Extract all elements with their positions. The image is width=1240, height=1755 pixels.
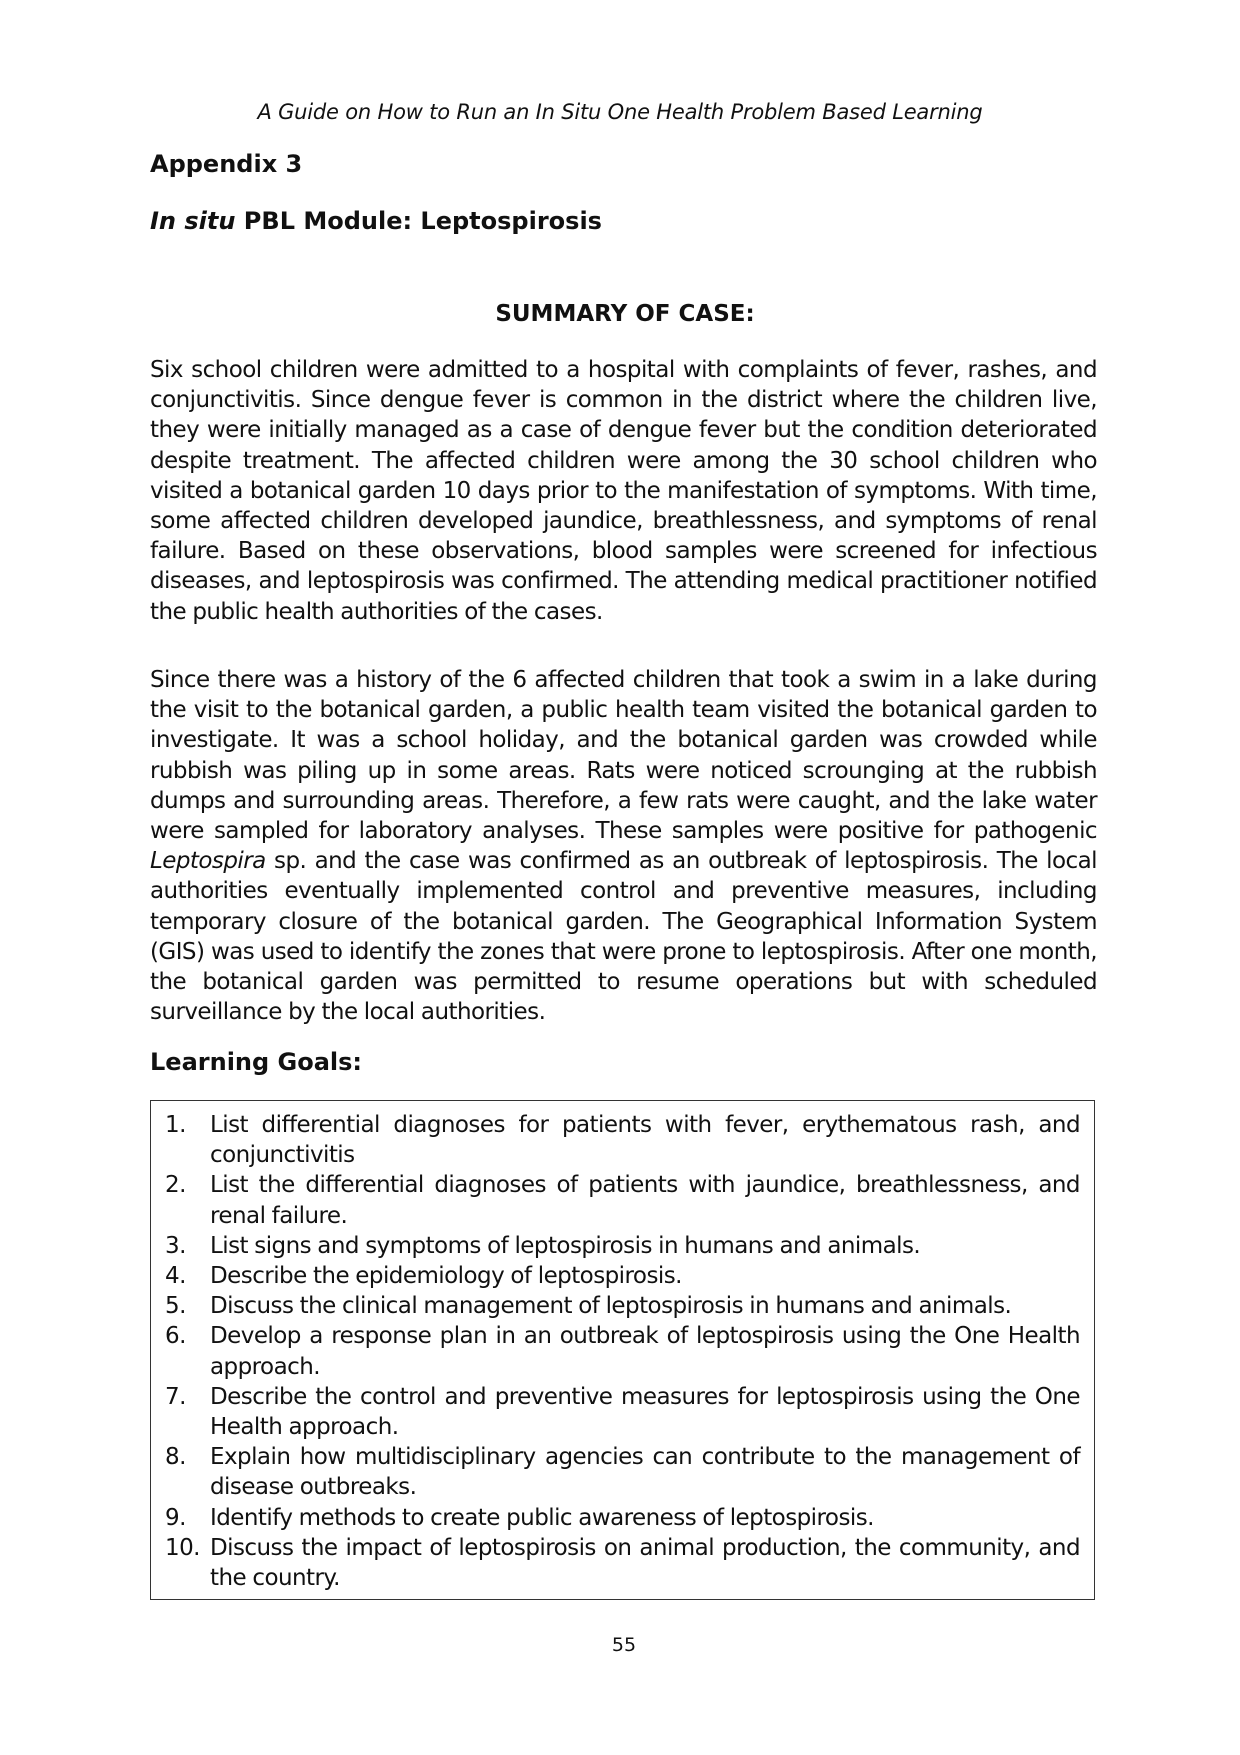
goal-text: List the differential diagnoses of patients with jaundice, breathlessness, and renal failure. (210, 1172, 1080, 1229)
goal-text: List signs and symptoms of leptospirosis in humans and animals. (210, 1232, 921, 1259)
learning-goals-list (165, 1110, 1080, 1593)
learning-goal-item (165, 1321, 1080, 1381)
learning-goal-item (165, 1291, 1080, 1321)
goal-number: 3. (165, 1232, 186, 1259)
goal-text: Develop a response plan in an outbreak of leptospirosis using the One Health approach. (210, 1323, 1080, 1380)
goal-number: 2. (165, 1172, 186, 1199)
appendix-label: Appendix 3 (150, 150, 303, 178)
learning-goal-item (165, 1231, 1080, 1261)
goal-text: Describe the control and preventive measures for leptospirosis using the One Health approach. (210, 1383, 1080, 1441)
goal-number: 1. (165, 1112, 186, 1138)
summary-paragraph-1: Six school children were admitted to a hospital with complaints of fever, rashes, and conjunctivitis. Since dengue fever is common in the district where the children live, they were initially managed as a case of dengue fever but the condition deteriorated despite treatment. The affected children were among the 30 school children who visited a botanical garden 10 days prior to the manifestation of symptoms. With time, some affected children developed jaundice, breathlessness, and symptoms of renal failure. Based on these observations, blood samples were screened for infectious diseases, and leptospirosis was confirmed. The attending medical practitioner notified the public health authorities of the cases. (150, 357, 1097, 625)
learning-goal-item (165, 1261, 1080, 1291)
goal-text: Explain how multidisciplinary agencies can contribute to the management of disease outbreaks. (210, 1444, 1080, 1501)
running-header: A Guide on How to Run an In Situ One Health Problem Based Learning (257, 100, 983, 124)
learning-goals-box (150, 1100, 1095, 1600)
goal-number: 8. (165, 1444, 186, 1471)
goal-number: 7. (165, 1383, 186, 1410)
goal-number: 6. (165, 1323, 186, 1350)
paragraph-2-text-a: Since there was a history of the 6 affected children that took a swim in a lake during the visit to the botanical garden, a public health team visited the botanical garden to investigate. It was a school holiday, and the botanical garden was crowded while rubbish was piling up in some areas. Rats were noticed scrounging at the rubbish dumps and surrounding areas. Therefore, a few rats were caught, and the lake water were sampled for laboratory analyses. These samples were positive for pathogenic (150, 667, 1097, 845)
goal-number: 9. (165, 1504, 186, 1531)
learning-goal-item (165, 1170, 1080, 1230)
page-number: 55 (611, 1634, 637, 1656)
goal-text: List differential diagnoses for patients with fever, erythematous rash, and conjunctivitis (210, 1112, 1080, 1169)
goal-number: 4. (165, 1263, 186, 1290)
module-title (150, 207, 602, 235)
summary-heading: SUMMARY OF CASE: (495, 301, 755, 327)
paragraph-2-italic-genus: Leptospira (150, 848, 266, 875)
learning-goal-item (165, 1382, 1080, 1442)
summary-paragraph-2 (150, 665, 1097, 1027)
learning-goal-item (165, 1533, 1080, 1593)
learning-goal-item (165, 1442, 1080, 1502)
goal-text: Discuss the impact of leptospirosis on animal production, the community, and the country. (210, 1534, 1080, 1592)
learning-goals-heading: Learning Goals: (150, 1048, 363, 1076)
paragraph-2-text-b: sp. and the case was confirmed as an outbreak of leptospirosis. The local authorities eventually implemented control and preventive measures, including temporary closure of the botanical garden. The Geographical Information System (GIS) was used to identify the zones that were prone to leptospirosis. After one month, the botanical garden was permitted to resume operations but with scheduled surveillance by the local authorities. (150, 848, 1097, 1026)
module-title-italic: In situ (150, 207, 236, 235)
goal-number: 10. (165, 1534, 200, 1561)
module-title-rest: PBL Module: Leptospirosis (235, 207, 602, 235)
goal-text: Discuss the clinical management of leptospirosis in humans and animals. (210, 1293, 1012, 1320)
learning-goal-item (165, 1503, 1080, 1533)
learning-goal-item (165, 1110, 1080, 1170)
goal-text: Describe the epidemiology of leptospirosis. (210, 1263, 682, 1290)
goal-number: 5. (165, 1293, 186, 1320)
goal-text: Identify methods to create public awareness of leptospirosis. (210, 1504, 874, 1531)
